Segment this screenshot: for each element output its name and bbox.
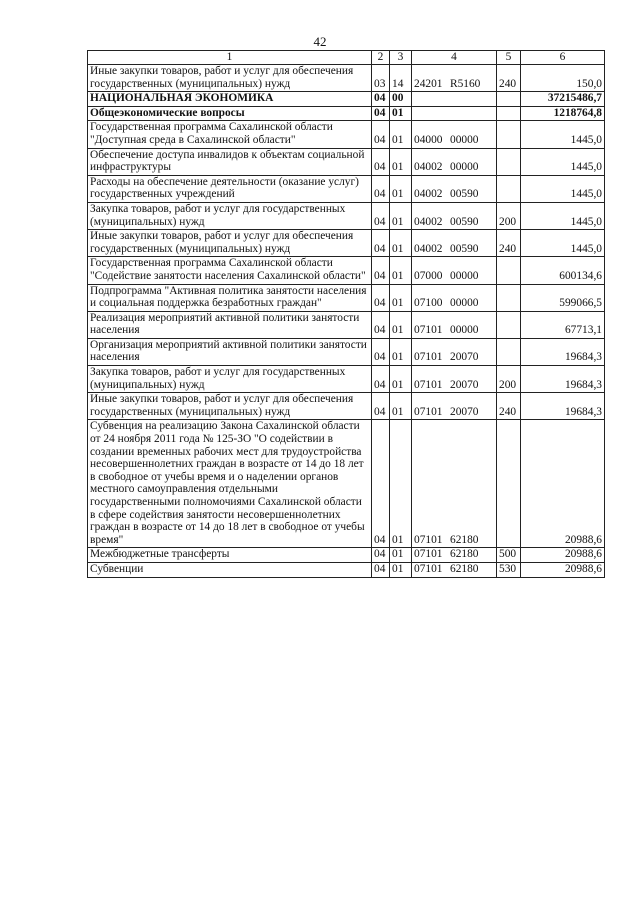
row-code-program: 04002 [414,161,443,174]
row-description: Закупка товаров, работ и услуг для государственных (муниципальных) нужд [88,366,372,393]
row-amount: 600134,6 [521,257,605,284]
row-description: Иные закупки товаров, работ и услуг для обеспечения государственных (муниципальных) нужд [88,65,372,92]
row-description: Государственная программа Сахалинской области "Содействие занятости населения Сахалинской области" [88,257,372,284]
row-target-code [412,148,497,175]
table-row [88,393,605,420]
row-description: Закупка товаров, работ и услуг для государственных (муниципальных) нужд [88,202,372,229]
row-amount: 37215486,7 [521,92,605,107]
row-code-program: 07101 [414,324,443,337]
row-section: 04 [372,148,390,175]
row-subsection: 01 [390,202,412,229]
row-target-code [412,65,497,92]
row-expense-kind [497,257,521,284]
row-section: 04 [372,284,390,311]
row-section: 03 [372,65,390,92]
row-expense-kind [497,121,521,148]
row-code-program: 07101 [414,548,443,561]
table-row [88,338,605,365]
table-row [88,202,605,229]
row-description: Субвенции [88,562,372,577]
row-subsection: 01 [390,175,412,202]
row-subsection: 01 [390,121,412,148]
row-code-program: 04000 [414,133,443,146]
row-section: 04 [372,562,390,577]
row-target-code [412,230,497,257]
row-expense-kind [497,148,521,175]
row-code-program: 07101 [414,351,443,364]
row-target-code [412,106,497,121]
row-expense-kind [497,311,521,338]
row-code-program: 04002 [414,215,443,228]
row-description: Организация мероприятий активной политики занятости населения [88,338,372,365]
table-row [88,284,605,311]
row-section: 04 [372,311,390,338]
row-section: 04 [372,393,390,420]
row-amount: 20988,6 [521,562,605,577]
row-expense-kind [497,284,521,311]
row-code-direction: 62180 [450,548,479,561]
row-description: Обеспечение доступа инвалидов к объектам социальной инфраструктуры [88,148,372,175]
row-section: 04 [372,548,390,563]
table-row [88,175,605,202]
row-amount: 1218764,8 [521,106,605,121]
row-amount: 20988,6 [521,420,605,548]
row-subsection: 01 [390,562,412,577]
row-expense-kind: 200 [497,202,521,229]
row-amount: 1445,0 [521,230,605,257]
table-row [88,311,605,338]
table-row [88,257,605,284]
row-code-program: 07101 [414,533,443,546]
row-subsection: 01 [390,106,412,121]
row-description: НАЦИОНАЛЬНАЯ ЭКОНОМИКА [88,92,372,107]
row-code-direction: 20070 [450,405,479,418]
row-code-program: 07101 [414,378,443,391]
row-subsection: 01 [390,548,412,563]
row-amount: 19684,3 [521,393,605,420]
table-row [88,230,605,257]
row-code-direction: 00000 [450,161,479,174]
row-section: 04 [372,257,390,284]
row-expense-kind: 240 [497,65,521,92]
row-code-direction: 20070 [450,378,479,391]
row-amount: 1445,0 [521,202,605,229]
row-code-program: 04002 [414,242,443,255]
row-expense-kind: 530 [497,562,521,577]
header-cell: 6 [521,51,605,65]
row-target-code [412,311,497,338]
row-section: 04 [372,230,390,257]
row-amount: 67713,1 [521,311,605,338]
row-target-code [412,175,497,202]
row-section: 04 [372,202,390,229]
row-code-direction: 20070 [450,351,479,364]
row-subsection: 01 [390,148,412,175]
row-subsection: 01 [390,257,412,284]
row-target-code [412,393,497,420]
row-target-code [412,257,497,284]
row-subsection: 01 [390,338,412,365]
row-code-program: 07101 [414,562,443,575]
row-expense-kind [497,420,521,548]
row-amount: 1445,0 [521,175,605,202]
row-section: 04 [372,420,390,548]
row-code-direction: 00000 [450,133,479,146]
row-description: Межбюджетные трансферты [88,548,372,563]
row-code-program: 07101 [414,405,443,418]
row-code-direction: 62180 [450,562,479,575]
row-subsection: 01 [390,420,412,548]
row-description: Общеэкономические вопросы [88,106,372,121]
row-subsection: 01 [390,311,412,338]
row-code-direction: 00000 [450,269,479,282]
header-cell: 3 [390,51,412,65]
table-row [88,106,605,121]
row-expense-kind [497,175,521,202]
row-code-direction: 62180 [450,533,479,546]
row-section: 04 [372,338,390,365]
row-amount: 150,0 [521,65,605,92]
row-target-code [412,420,497,548]
budget-table [87,50,605,578]
table-row [88,366,605,393]
table-row [88,548,605,563]
table-row [88,420,605,548]
page-number: 42 [313,34,327,49]
row-code-program: 07000 [414,269,443,282]
row-description: Иные закупки товаров, работ и услуг для обеспечения государственных (муниципальных) нужд [88,230,372,257]
row-amount: 19684,3 [521,366,605,393]
row-description: Подпрограмма "Активная политика занятости населения и социальная поддержка безработных граждан" [88,284,372,311]
row-code-program: 07100 [414,297,443,310]
row-target-code [412,92,497,107]
row-target-code [412,338,497,365]
row-subsection: 01 [390,393,412,420]
row-subsection: 14 [390,65,412,92]
row-code-direction: 00000 [450,297,479,310]
row-target-code [412,562,497,577]
row-subsection: 01 [390,366,412,393]
header-cell: 5 [497,51,521,65]
row-target-code [412,202,497,229]
row-subsection: 01 [390,284,412,311]
row-subsection: 01 [390,230,412,257]
row-expense-kind: 240 [497,230,521,257]
row-amount: 1445,0 [521,148,605,175]
row-target-code [412,121,497,148]
row-code-direction: R5160 [450,77,481,90]
row-subsection: 00 [390,92,412,107]
row-expense-kind: 240 [497,393,521,420]
row-expense-kind: 500 [497,548,521,563]
row-section: 04 [372,121,390,148]
row-expense-kind [497,338,521,365]
row-target-code [412,284,497,311]
row-description: Расходы на обеспечение деятельности (оказание услуг) государственных учреждений [88,175,372,202]
row-description: Государственная программа Сахалинской области "Доступная среда в Сахалинской области" [88,121,372,148]
row-description: Субвенция на реализацию Закона Сахалинской области от 24 ноября 2011 года № 125-ЗО "О содействии в создании временных рабочих мест для трудоустройства несовершеннолетних граждан в возрасте от 14 до 18 лет в свободное от учебы время и о наделении органов местного самоуправления отдельными государственными полномочиями Сахалинской области в сфере содействия занятости несовершеннолетних граждан в возрасте от 14 до 18 лет в свободное от учебы время" [88,420,372,548]
row-code-direction: 00590 [450,188,479,201]
row-target-code [412,366,497,393]
header-cell: 2 [372,51,390,65]
row-section: 04 [372,366,390,393]
row-expense-kind: 200 [497,366,521,393]
row-expense-kind [497,106,521,121]
header-cell: 4 [412,51,497,65]
row-description: Иные закупки товаров, работ и услуг для обеспечения государственных (муниципальных) нужд [88,393,372,420]
table-row [88,148,605,175]
row-code-program: 04002 [414,188,443,201]
table-row [88,562,605,577]
row-expense-kind [497,92,521,107]
table-header-row [88,51,605,65]
row-amount: 1445,0 [521,121,605,148]
table-row [88,92,605,107]
table-row [88,121,605,148]
header-cell: 1 [88,51,372,65]
table-row [88,65,605,92]
row-amount: 599066,5 [521,284,605,311]
row-section: 04 [372,175,390,202]
row-section: 04 [372,92,390,107]
row-code-direction: 00000 [450,324,479,337]
row-amount: 20988,6 [521,548,605,563]
row-description: Реализация мероприятий активной политики занятости населения [88,311,372,338]
row-section: 04 [372,106,390,121]
row-code-direction: 00590 [450,242,479,255]
row-target-code [412,548,497,563]
row-code-program: 24201 [414,77,443,90]
row-amount: 19684,3 [521,338,605,365]
row-code-direction: 00590 [450,215,479,228]
